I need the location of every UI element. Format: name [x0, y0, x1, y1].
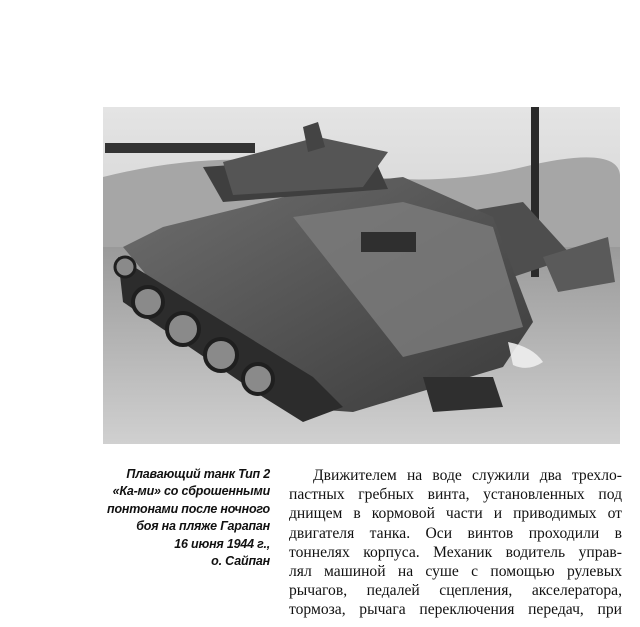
- body-line: рычагов, педалей сцепления, акселератора,: [289, 582, 622, 600]
- body-line: двигателя танка. Оси винтов проходили в: [289, 524, 622, 542]
- caption-line: 16 июня 1944 г.,: [174, 536, 270, 551]
- body-line: пастных гребных винта, установленных под: [289, 486, 622, 504]
- caption-line: боя на пляже Гарапан: [136, 519, 270, 534]
- body-line: тоннелях корпуса. Механик водитель управ-: [289, 543, 622, 561]
- photo-caption: [100, 466, 270, 570]
- body-line: днищем в кормовой части и приводимых от: [289, 505, 622, 523]
- caption-line: «Ка-ми» со сброшенными: [112, 484, 270, 499]
- body-line: тормоза, рычага переключения передач, при: [289, 601, 622, 619]
- body-paragraph: [289, 466, 622, 620]
- caption-line: о. Сайпан: [211, 554, 270, 569]
- body-line: лял машиной на суше с помощью рулевых: [289, 563, 622, 581]
- caption-line: Плавающий танк Тип 2: [126, 467, 270, 481]
- caption-line: понтонами после ночного: [107, 501, 270, 516]
- tank-photo: [103, 107, 620, 444]
- body-line: Движителем на воде служили два трехло-: [313, 467, 622, 484]
